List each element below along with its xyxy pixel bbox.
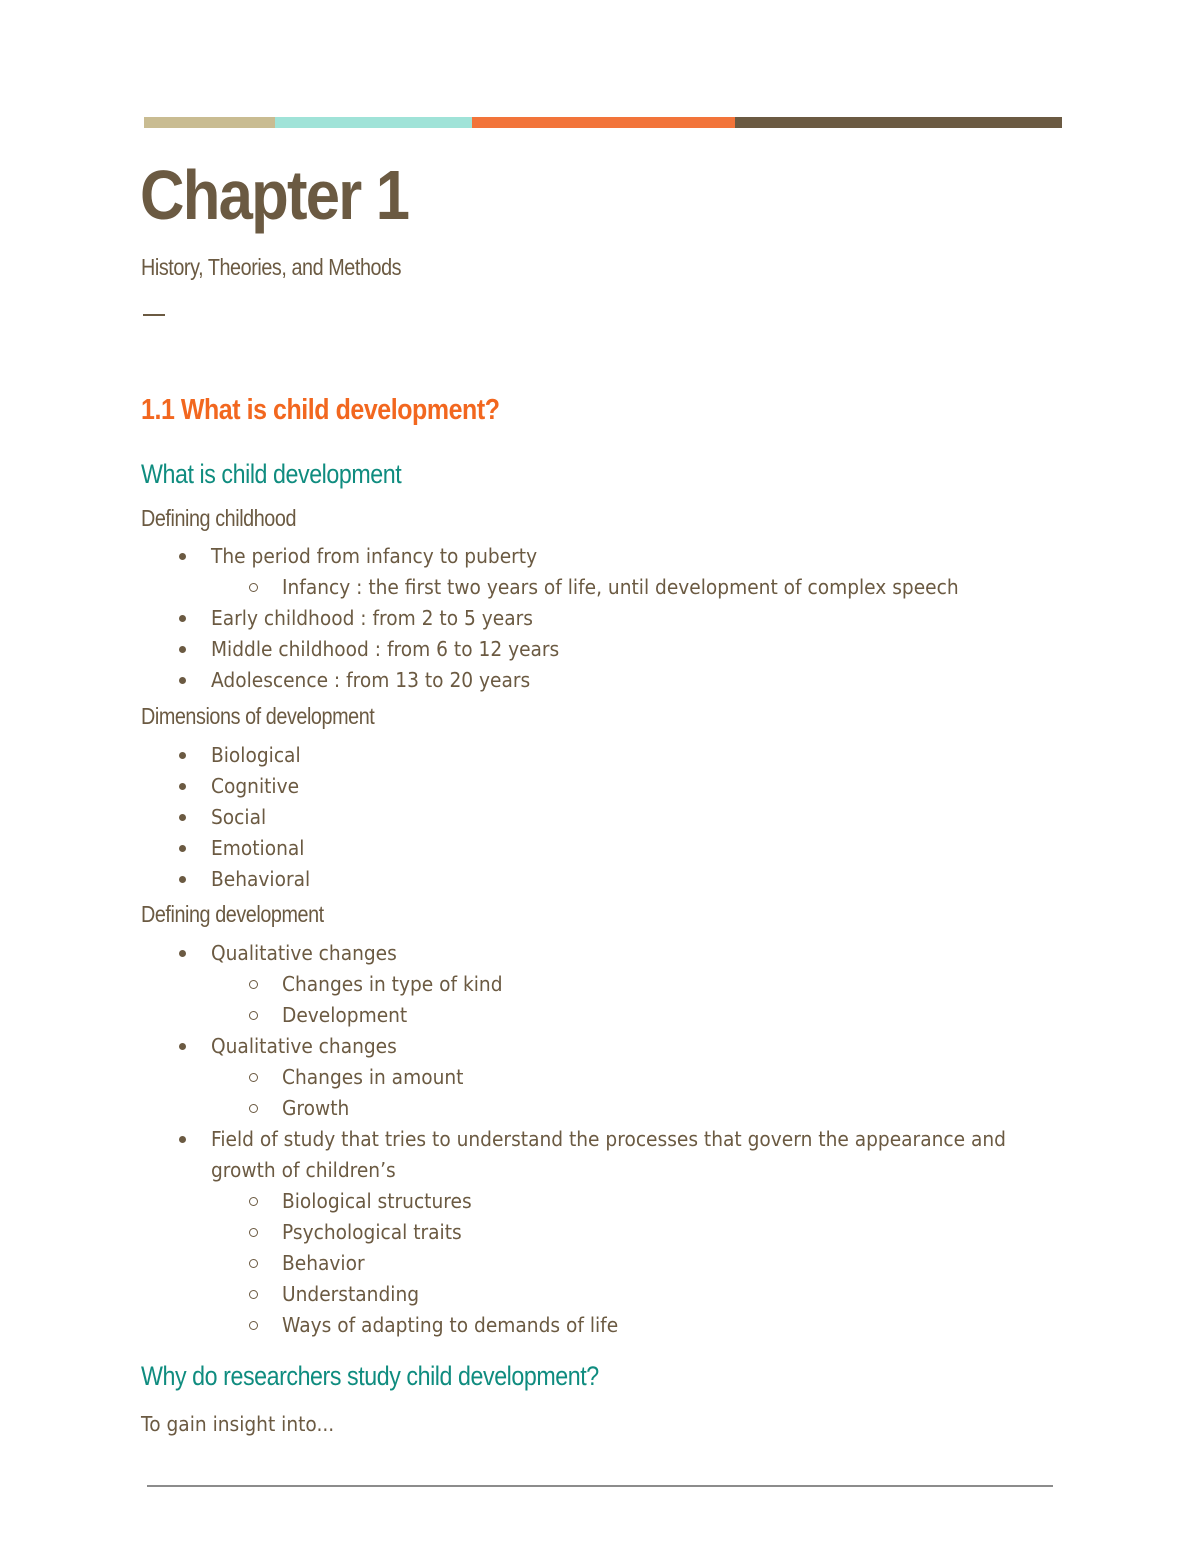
list-subitem: Changes in type of kind: [0, 969, 1091, 1000]
list-dimensions: [0, 740, 318, 895]
heading-defining-development: Defining development: [141, 901, 324, 927]
list-item: Emotional: [0, 833, 318, 864]
chapter-subtitle: History, Theories, and Methods: [141, 254, 402, 280]
list-subitem: Development: [0, 1000, 1091, 1031]
list-subitem: Psychological traits: [0, 1217, 1091, 1248]
list-item: Qualitative changes: [0, 938, 1091, 969]
color-bar-segment-orange: [472, 117, 735, 128]
list-subitem: Behavior: [0, 1248, 1091, 1279]
footer-divider: [147, 1485, 1053, 1487]
heading-defining-childhood: Defining childhood: [141, 505, 297, 531]
list-item: Cognitive: [0, 771, 318, 802]
list-subitem: Infancy : the first two years of life, until development of complex speech: [0, 572, 1010, 603]
subsection-heading-why-study: Why do researchers study child development?: [141, 1361, 599, 1391]
header-color-bar: [144, 117, 1062, 128]
list-subitem: Biological structures: [0, 1186, 1091, 1217]
color-bar-segment-brown: [735, 117, 1062, 128]
chapter-title: Chapter 1: [140, 156, 409, 234]
list-subitem: Changes in amount: [0, 1062, 1091, 1093]
list-subitem: Ways of adapting to demands of life: [0, 1310, 1091, 1341]
list-item: Qualitative changes: [0, 1031, 1091, 1062]
list-item: Middle childhood : from 6 to 12 years: [0, 634, 1010, 665]
list-subitem: Understanding: [0, 1279, 1091, 1310]
color-bar-segment-tan: [144, 117, 275, 128]
list-defining-childhood: [0, 541, 1010, 696]
list-subitem: Growth: [0, 1093, 1091, 1124]
list-item: Biological: [0, 740, 318, 771]
list-item: The period from infancy to puberty: [0, 541, 1010, 572]
list-item: Adolescence : from 13 to 20 years: [0, 665, 1010, 696]
list-item: Behavioral: [0, 864, 318, 895]
list-item: Social: [0, 802, 318, 833]
subsection-heading-what-is: What is child development: [141, 459, 402, 489]
title-dash-divider: [143, 314, 165, 316]
list-item: Early childhood : from 2 to 5 years: [0, 603, 1010, 634]
list-item: Field of study that tries to understand the processes that govern the appearance and growth of children’s: [0, 1124, 1091, 1186]
heading-dimensions-of-development: Dimensions of development: [141, 703, 375, 729]
color-bar-segment-aqua: [275, 117, 472, 128]
section-heading: 1.1 What is child development?: [141, 394, 500, 426]
body-text: To gain insight into...: [141, 1412, 335, 1436]
list-defining-development: [0, 938, 1091, 1341]
